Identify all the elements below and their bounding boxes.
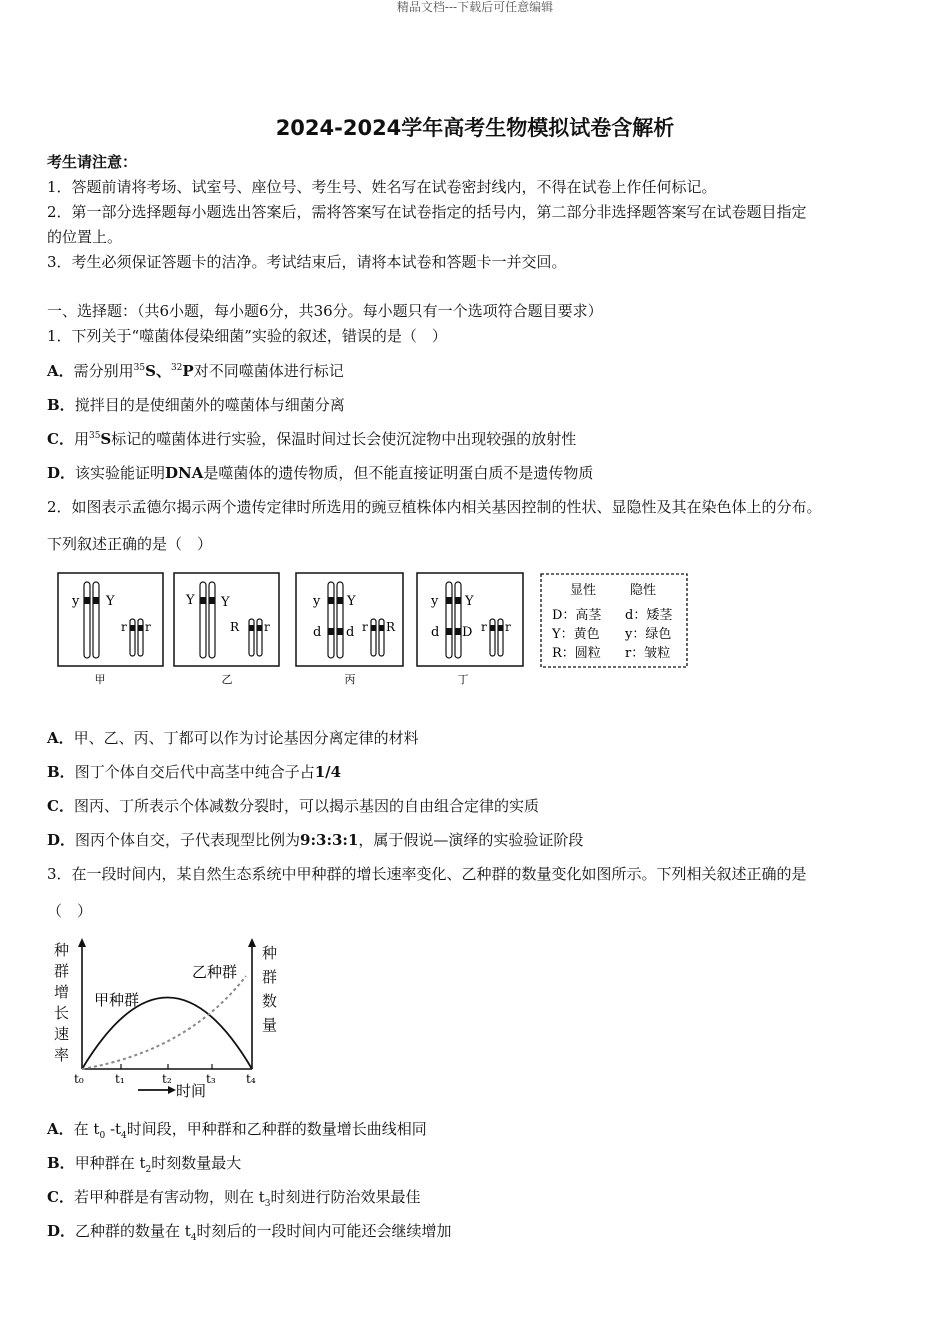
q1-a-text-2: S、 bbox=[145, 362, 171, 380]
gene-label: r bbox=[145, 620, 151, 634]
q1-d-text-2: 是噬菌体的遗传物质，但不能直接证明蛋白质不是遗传物质 bbox=[203, 464, 594, 482]
gene-label: y bbox=[431, 594, 439, 609]
q1-option-a bbox=[47, 361, 344, 381]
q3-d-sub: 4 bbox=[190, 1233, 197, 1243]
q2-a-letter: A． bbox=[47, 729, 74, 747]
q1-option-b bbox=[47, 395, 345, 415]
tick-label: t₁ bbox=[115, 1072, 125, 1086]
left-axis-char: 增 bbox=[54, 983, 70, 1001]
q1-a-text-4: 对不同噬菌体进行标记 bbox=[193, 362, 344, 380]
chromosome-short bbox=[249, 619, 254, 656]
gene-band bbox=[200, 597, 206, 604]
q3-c-text-2: 时刻进行防治效果最佳 bbox=[270, 1188, 421, 1206]
notice-item-1: 1．答题前请将考场、试室号、座位号、考生号、姓名写在试卷密封线内，不得在试卷上作任何标记。 bbox=[47, 178, 717, 196]
gene-band bbox=[249, 625, 254, 631]
right-axis-char: 数 bbox=[262, 992, 278, 1010]
gene-label: d bbox=[313, 625, 322, 640]
q1-c-text-3: 标记的噬菌体进行实验，保温时间过长会使沉淀物中出现较强的放射性 bbox=[111, 430, 577, 448]
right-axis-char: 量 bbox=[262, 1016, 278, 1034]
q2-c-letter: C． bbox=[47, 797, 74, 815]
q2-option-c bbox=[47, 796, 539, 816]
gene-band bbox=[446, 628, 452, 635]
q1-option-d bbox=[47, 463, 593, 483]
notice-item-3: 3．考生必须保证答题卡的洁净。考试结束后，请将本试卷和答题卡一并交回。 bbox=[47, 253, 567, 271]
q3-a-letter: A． bbox=[47, 1120, 74, 1138]
panel-yi bbox=[174, 573, 279, 686]
q1-a-sup-2: 32 bbox=[170, 363, 183, 373]
gene-label: Y bbox=[221, 595, 230, 610]
gene-label: Y bbox=[106, 594, 115, 609]
curve-yi bbox=[82, 976, 246, 1069]
q3-option-c bbox=[47, 1187, 421, 1207]
tick-label: t₃ bbox=[206, 1072, 216, 1086]
legend-dominant: Y：黄色 bbox=[552, 627, 600, 642]
chromosome-long bbox=[328, 582, 334, 658]
gene-label: r bbox=[505, 620, 511, 634]
chromosome-long bbox=[209, 582, 215, 658]
gene-band bbox=[337, 628, 343, 635]
left-axis-char: 长 bbox=[54, 1004, 70, 1022]
chromosome-short bbox=[490, 619, 495, 656]
gene-label: y bbox=[313, 594, 321, 609]
q2-d-text-1: 图丙个体自交，子代表现型比例为 bbox=[75, 831, 301, 849]
q3-a-text-3: 时间段，甲种群和乙种群的数量增长曲线相同 bbox=[126, 1120, 427, 1138]
q3-b-text-2: 时刻数量最大 bbox=[151, 1154, 242, 1172]
gene-label: y bbox=[72, 594, 80, 609]
panel-caption: 甲 bbox=[94, 673, 106, 686]
gene-band bbox=[490, 625, 495, 631]
notice-heading: 考生请注意： bbox=[47, 153, 138, 171]
q3-a-sub-2: 4 bbox=[121, 1131, 127, 1141]
gene-band bbox=[446, 597, 452, 604]
panel-ding bbox=[417, 573, 523, 686]
q3-option-d bbox=[47, 1221, 452, 1241]
legend-dominant: R：圆粒 bbox=[552, 646, 601, 661]
q3-stem-2: （ ） bbox=[47, 902, 93, 920]
gene-band bbox=[455, 597, 461, 604]
chromosome-short bbox=[371, 619, 376, 656]
gene-band bbox=[379, 625, 384, 631]
chromosome-short bbox=[138, 619, 143, 656]
q3-c-sub: 3 bbox=[264, 1199, 271, 1209]
q3-c-text-1: 若甲种群是有害动物，则在 t bbox=[73, 1188, 265, 1206]
legend-header-dominant: 显性 bbox=[570, 583, 597, 598]
legend-recessive: r：皱粒 bbox=[625, 646, 671, 661]
series-label-yi: 乙种群 bbox=[192, 963, 238, 981]
gene-label: d bbox=[346, 625, 355, 640]
gene-band bbox=[337, 597, 343, 604]
panel-bing bbox=[296, 573, 403, 686]
x-axis-label: 时间 bbox=[176, 1082, 207, 1100]
chromosome-long bbox=[455, 582, 461, 658]
gene-label: R bbox=[386, 620, 396, 634]
gene-band bbox=[455, 628, 461, 635]
q3-a-text-2: -t bbox=[105, 1120, 122, 1138]
tick-label: t₄ bbox=[246, 1072, 256, 1086]
q2-d-letter: D． bbox=[47, 831, 76, 849]
gene-label: d bbox=[431, 625, 440, 640]
gene-band bbox=[130, 625, 135, 631]
header-note: 精品文档---下载后可任意编辑 bbox=[396, 0, 554, 14]
q3-a-text-1: 在 t bbox=[73, 1120, 100, 1138]
q1-a-letter: A． bbox=[47, 362, 74, 380]
time-arrow-head bbox=[168, 1086, 176, 1094]
chromosome-long bbox=[337, 582, 343, 658]
gene-band bbox=[328, 628, 334, 635]
gene-label: Y bbox=[186, 593, 195, 608]
tick-label: t₂ bbox=[162, 1072, 172, 1086]
q3-c-letter: C． bbox=[47, 1188, 74, 1206]
page-title: 2024-2024学年高考生物模拟试卷含解析 bbox=[275, 116, 675, 140]
right-axis-arrow bbox=[248, 938, 256, 947]
q1-b-text: 搅拌目的是使细菌外的噬菌体与细菌分离 bbox=[74, 396, 345, 414]
q1-a-text-1: 需分别用 bbox=[73, 362, 134, 380]
q1-c-sup: 35 bbox=[88, 431, 101, 441]
left-axis-char: 率 bbox=[54, 1046, 70, 1064]
q2-d-num: 9:3:3:1 bbox=[300, 831, 359, 849]
q1-a-sup-1: 35 bbox=[133, 363, 146, 373]
right-axis-char: 群 bbox=[262, 968, 278, 986]
chromosome-short bbox=[130, 619, 135, 656]
gene-band bbox=[257, 625, 262, 631]
q1-c-text-1: 用 bbox=[73, 430, 89, 448]
gene-band bbox=[209, 597, 215, 604]
left-axis-char: 速 bbox=[54, 1025, 70, 1043]
chromosome-short bbox=[498, 619, 503, 656]
q1-c-text-2: S bbox=[100, 430, 112, 448]
q1-b-letter: B． bbox=[47, 396, 75, 414]
panel-jia bbox=[58, 573, 163, 686]
q1-d-text-1: 该实验能证明 bbox=[75, 464, 166, 482]
q2-b-num: 1/4 bbox=[314, 763, 342, 781]
q2-b-letter: B． bbox=[47, 763, 75, 781]
q3-b-text-1: 甲种群在 t bbox=[74, 1154, 146, 1172]
panel-caption: 丙 bbox=[344, 673, 356, 686]
q2-option-d bbox=[47, 830, 583, 850]
q1-a-text-3: P bbox=[182, 362, 194, 380]
legend-recessive: y：绿色 bbox=[625, 627, 672, 642]
legend-dominant: D：高茎 bbox=[552, 608, 602, 623]
legend-header-recessive: 隐性 bbox=[630, 583, 657, 598]
q2-c-text: 图丙、丁所表示个体减数分裂时，可以揭示基因的自由组合定律的实质 bbox=[73, 797, 539, 815]
gene-label: Y bbox=[465, 594, 474, 609]
population-growth-figure bbox=[48, 936, 288, 1108]
gene-band bbox=[138, 625, 143, 631]
tick-label: t₀ bbox=[74, 1072, 84, 1086]
q3-b-sub: 2 bbox=[145, 1165, 152, 1175]
series-label-jia: 甲种群 bbox=[94, 991, 140, 1009]
x-tick-labels bbox=[74, 1072, 256, 1086]
chromosome-long bbox=[200, 582, 206, 658]
gene-band bbox=[328, 597, 334, 604]
section-heading: 一、选择题：（共6小题，每小题6分，共36分。每小题只有一个选项符合题目要求） bbox=[47, 302, 603, 320]
q2-option-a bbox=[47, 728, 419, 748]
q1-stem: 1．下列关于“噬菌体侵染细菌”实验的叙述，错误的是（ ） bbox=[47, 327, 447, 345]
q3-option-b bbox=[47, 1153, 241, 1173]
chromosome-short bbox=[379, 619, 384, 656]
chromosome-long bbox=[84, 582, 90, 658]
q1-d-dna: DNA bbox=[165, 464, 204, 482]
panel-caption: 乙 bbox=[221, 673, 233, 686]
right-axis-label bbox=[262, 944, 277, 1034]
q1-c-letter: C． bbox=[47, 430, 74, 448]
left-axis-char: 群 bbox=[54, 962, 70, 980]
notice-item-2-cont: 的位置上。 bbox=[47, 228, 123, 246]
q3-d-letter: D． bbox=[47, 1222, 76, 1240]
q2-a-text: 甲、乙、丙、丁都可以作为讨论基因分离定律的材料 bbox=[73, 729, 419, 747]
q1-option-c bbox=[47, 429, 576, 449]
gene-label: r bbox=[362, 620, 368, 634]
gene-label: r bbox=[264, 620, 270, 634]
q1-d-letter: D． bbox=[47, 464, 76, 482]
q2-stem-1: 2．如图表示孟德尔揭示两个遗传定律时所选用的豌豆植株体内相关基因控制的性状、显隐性及其在染色体上的分布。 bbox=[47, 498, 822, 516]
gene-band bbox=[93, 597, 99, 604]
left-axis-label bbox=[54, 941, 69, 1064]
gene-legend bbox=[541, 574, 687, 667]
left-axis-char: 种 bbox=[54, 941, 70, 959]
gene-label: D bbox=[462, 625, 473, 640]
gene-label: r bbox=[481, 620, 487, 634]
left-axis-arrow bbox=[78, 938, 86, 947]
q3-a-sub-1: 0 bbox=[99, 1131, 106, 1141]
q3-d-text-1: 乙种群的数量在 t bbox=[75, 1222, 191, 1240]
gene-label: r bbox=[121, 620, 127, 634]
gene-band bbox=[371, 625, 376, 631]
q3-option-a bbox=[47, 1119, 427, 1139]
chromosome-short bbox=[257, 619, 262, 656]
right-axis-char: 种 bbox=[262, 944, 278, 962]
q2-option-b bbox=[47, 762, 341, 782]
chromosome-figure bbox=[50, 568, 700, 690]
q2-d-text-2: ，属于假说—演绎的实验验证阶段 bbox=[358, 831, 584, 849]
notice-item-2: 2．第一部分选择题每小题选出答案后，需将答案写在试卷指定的括号内，第二部分非选择题答案写在试卷题目指定 bbox=[47, 203, 807, 221]
gene-band bbox=[84, 597, 90, 604]
q2-stem-2: 下列叙述正确的是（ ） bbox=[47, 535, 213, 553]
q3-stem-1: 3．在一段时间内，某自然生态系统中甲种群的增长速率变化、乙种群的数量变化如图所示。下列相关叙述正确的是 bbox=[47, 865, 807, 883]
gene-band bbox=[498, 625, 503, 631]
gene-label: Y bbox=[347, 594, 356, 609]
gene-label: R bbox=[230, 620, 240, 634]
chromosome-long bbox=[93, 582, 99, 658]
legend-recessive: d：矮茎 bbox=[625, 608, 673, 623]
chromosome-long bbox=[446, 582, 452, 658]
panel-caption: 丁 bbox=[457, 673, 469, 686]
q2-b-text: 图丁个体自交后代中高茎中纯合子占 bbox=[74, 763, 315, 781]
q3-d-text-2: 时刻后的一段时间内可能还会继续增加 bbox=[196, 1222, 452, 1240]
q3-b-letter: B． bbox=[47, 1154, 75, 1172]
